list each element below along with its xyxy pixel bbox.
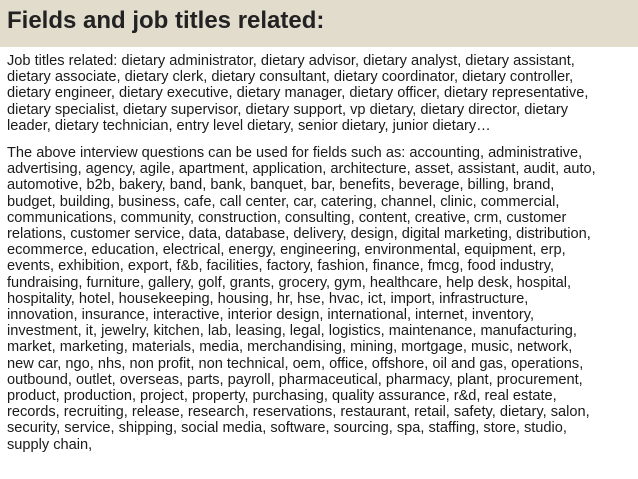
text-line: budget, building, business, cafe, call center, car, catering, channel, clinic, commercial, [7,193,560,210]
text-line: Job titles related: dietary administrator, dietary advisor, dietary analyst, dietary assistant, [7,53,575,69]
header-bar [0,0,638,47]
text-line: records, recruiting, release, research, reservations, restaurant, retail, safety, dietary, salon, [7,404,590,421]
text-line: investment, it, jewelry, kitchen, lab, leasing, legal, logistics, maintenance, manufacturing, [7,323,577,340]
text-line: The above interview questions can be used for fields such as: accounting, administrative, [7,145,583,162]
text-line: advertising, agency, agile, apartment, application, architecture, asset, assistant, audit, auto, [7,161,596,178]
text-line: dietary associate, dietary clerk, dietary consultant, dietary coordinator, dietary controller, [7,69,574,86]
text-line: hospitality, hotel, housekeeping, housing, hr, hse, hvac, ict, import, infrastructure, [7,290,529,307]
text-line: automotive, b2b, bakery, band, bank, banquet, bar, benefits, beverage, billing, brand, [7,177,555,194]
text-line: innovation, insurance, interactive, interior design, international, internet, inventory, [7,307,535,324]
text-line: dietary specialist, dietary supervisor, dietary support, vp dietary, dietary director, dietary [7,101,569,118]
body-text [7,53,633,453]
text-line: ecommerce, education, electrical, energy, engineering, environmental, equipment, erp, [7,242,566,259]
job-titles-paragraph [7,53,633,134]
text-line: market, marketing, materials, media, merchandising, mining, mortgage, music, network, [7,339,573,356]
text-line: fundraising, furniture, gallery, golf, grants, grocery, gym, healthcare, help desk, hospital, [7,274,572,291]
text-line: relations, customer service, data, database, delivery, design, digital marketing, distribution, [7,226,591,243]
text-line: outbound, outlet, overseas, parts, payroll, pharmaceutical, pharmacy, plant, procurement, [7,371,583,388]
fields-paragraph [7,145,633,453]
text-line: events, exhibition, export, f&b, facilities, factory, fashion, finance, fmcg, food industry, [7,258,554,275]
text-line: security, service, shipping, social media, software, sourcing, spa, staffing, store, studio, [7,420,567,437]
text-line: product, production, project, property, purchasing, quality assurance, r&d, real estate, [7,388,557,405]
text-line: supply chain, [7,436,93,453]
text-line: communications, community, construction, consulting, content, creative, crm, customer [7,209,567,226]
text-line: new car, ngo, nhs, non profit, non technical, oem, office, offshore, oil and gas, operations, [7,355,584,372]
page-title: Fields and job titles related: [7,7,325,34]
text-line: leader, dietary technician, entry level dietary, senior dietary, junior dietary… [7,117,491,134]
text-line: dietary engineer, dietary executive, dietary manager, dietary officer, dietary representative, [7,85,589,102]
